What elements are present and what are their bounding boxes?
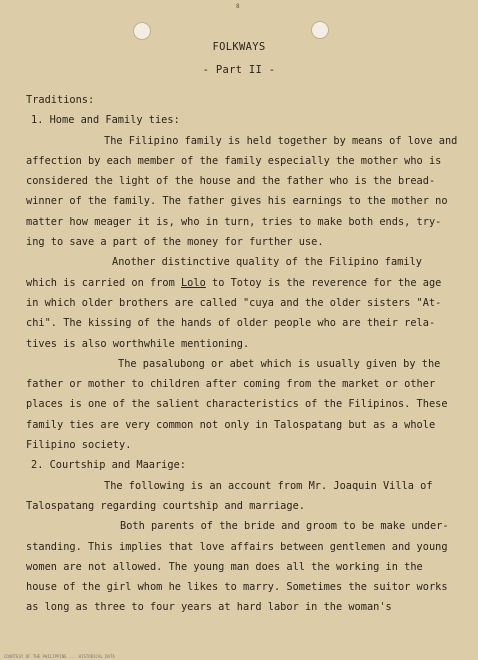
body-line: places is one of the salient characteristics of the Filipinos. These — [26, 398, 448, 411]
body-text: which is carried on from — [26, 276, 181, 289]
punch-hole-right — [311, 21, 329, 39]
section-heading: Traditions: — [26, 94, 95, 106]
body-line: affection by each member of the family especially the mother who is — [26, 154, 442, 167]
body-line: house of the girl whom he likes to marry. Sometimes the suitor works — [26, 581, 448, 594]
body-line: women are not allowed. The young man does all the working in the — [26, 560, 423, 573]
body-line: in which older brothers are called "cuya and the older sisters "At- — [26, 296, 442, 309]
punch-hole-left — [133, 22, 151, 40]
document-body — [26, 90, 466, 618]
page-number: 8 — [236, 3, 240, 10]
body-text: to Totoy is the reverence for the age — [205, 276, 442, 289]
subsection-heading: 2. Courtship and Maarige: — [31, 459, 186, 472]
body-line: considered the light of the house and the father who is the bread- — [26, 175, 436, 188]
body-line: The following is an account from Mr. Joaquin Villa of — [104, 479, 433, 492]
footer-stamp: COURTESY OF THE PHILIPPINE ... HISTORICAL DATA — [4, 654, 115, 659]
body-line: family ties are very common not only in Talospatang but as a whole — [26, 418, 436, 431]
body-line: father or mother to children after coming from the market or other — [26, 378, 436, 391]
body-line: chi". The kissing of the hands of older people who are their rela- — [26, 317, 436, 330]
body-line: tives is also worthwhile mentioning. — [26, 337, 250, 350]
body-line: winner of the family. The father gives his earnings to the mother no — [26, 195, 448, 208]
document-subtitle: - Part II - — [202, 64, 276, 76]
body-line: standing. This implies that love affairs between gentlemen and young — [26, 540, 448, 553]
body-line: The Filipino family is held together by means of love and — [104, 134, 458, 147]
body-line: The pasalubong or abet which is usually given by the — [118, 357, 441, 370]
body-line: ing to save a part of the money for further use. — [26, 236, 324, 249]
body-line: Filipino society. — [26, 439, 132, 452]
body-line: Both parents of the bride and groom to be make under- — [120, 520, 449, 533]
underlined-word: Lolo — [180, 276, 206, 289]
document-title: FOLKWAYS — [212, 41, 266, 53]
body-line: matter how meager it is, who in turn, tries to make both ends, try- — [26, 215, 442, 228]
body-line: Talospatang regarding courtship and marriage. — [26, 499, 305, 512]
body-line — [26, 273, 466, 293]
subsection-heading: 1. Home and Family ties: — [31, 114, 180, 127]
body-line: as long as three to four years at hard labor in the woman's — [26, 601, 392, 614]
body-line: Another distinctive quality of the Filipino family — [112, 256, 422, 269]
